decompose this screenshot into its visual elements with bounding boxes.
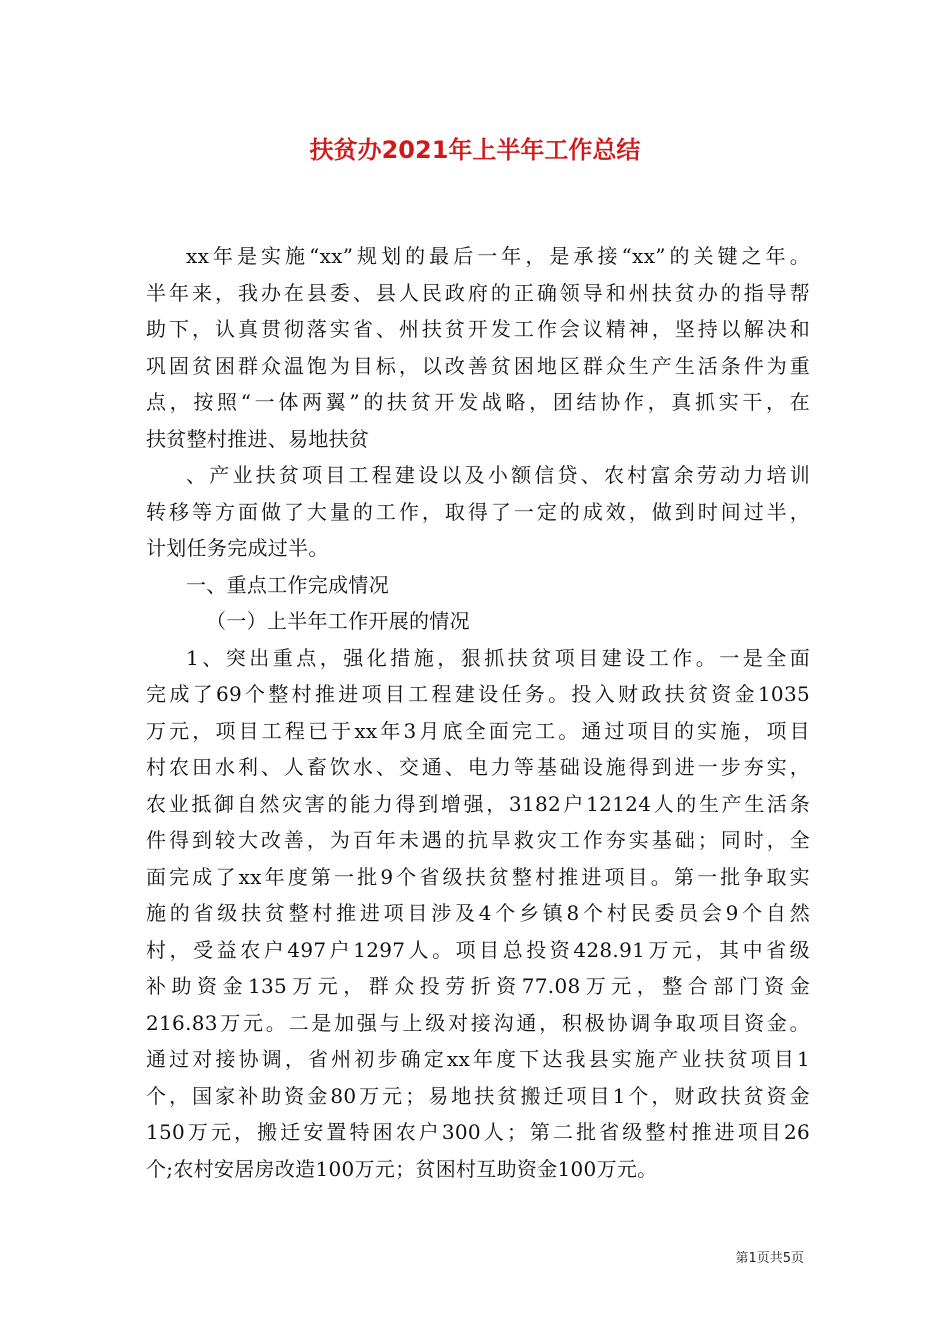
text-line: 完成了69个整村推进项目工程建设任务。投入财政扶贫资金1035 — [146, 682, 810, 706]
text-line: 216.83万元。二是加强与上级对接沟通，积极协调争取项目资金。 — [146, 1010, 810, 1035]
text-line: 个，国家补助资金80万元；易地扶贫搬迁项目1个，财政扶贫资金 — [146, 1083, 810, 1108]
text-line: 1、突出重点，强化措施，狠抓扶贫项目建设工作。一是全面 — [186, 645, 810, 670]
text-line: 、产业扶贫项目工程建设以及小额信贷、农村富余劳动力培训 — [186, 463, 810, 487]
page-number: 第1页共5页 — [735, 1251, 804, 1266]
subsection-heading: （一）上半年工作开展的情况 — [206, 609, 470, 633]
document-title: 扶贫办2021年上半年工作总结 — [309, 136, 641, 164]
text-line: 农业抵御自然灾害的能力得到增强，3182户12124人的生产生活条 — [146, 791, 810, 816]
text-line: 计划任务完成过半。 — [146, 536, 329, 560]
text-line: 万元，项目工程已于xx年3月底全面完工。通过项目的实施，项目 — [146, 718, 810, 743]
text-line: 扶贫整村推进、易地扶贫 — [146, 426, 370, 451]
text-line: 施的省级扶贫整村推进项目涉及4个乡镇8个村民委员会9个自然 — [146, 901, 810, 925]
text-line: 转移等方面做了大量的工作，取得了一定的成效，做到时间过半， — [146, 499, 810, 524]
text-line: 村农田水利、人畜饮水、交通、电力等基础设施得到进一步夯实， — [146, 755, 810, 779]
text-line: 半年来，我办在县委、县人民政府的正确领导和州扶贫办的指导帮 — [146, 280, 810, 305]
text-line: 点，按照“一体两翼”的扶贫开发战略，团结协作，真抓实干，在 — [146, 390, 810, 414]
text-line: 助下，认真贯彻落实省、州扶贫开发工作会议精神，坚持以解决和 — [146, 317, 810, 341]
document-body — [146, 238, 810, 1187]
text-line: 巩固贫困群众温饱为目标，以改善贫困地区群众生产生活条件为重 — [146, 353, 810, 378]
section-heading: 一、重点工作完成情况 — [186, 572, 389, 597]
text-line: 补助资金135万元，群众投劳折资77.08万元，整合部门资金 — [146, 974, 810, 998]
text-line: 件得到较大改善，为百年未遇的抗旱救灾工作夯实基础；同时，全 — [146, 828, 810, 852]
text-line: 面完成了xx年度第一批9个省级扶贫整村推进项目。第一批争取实 — [146, 864, 810, 889]
text-line: 个;农村安居房改造100万元；贫困村互助资金100万元。 — [146, 1156, 658, 1181]
text-line: 150万元，搬迁安置特困农户300人；第二批省级整村推进项目26 — [146, 1120, 810, 1144]
text-line: 村，受益农户497户1297人。项目总投资428.91万元，其中省级 — [146, 937, 810, 962]
text-line: xx年是实施“xx”规划的最后一年，是承接“xx”的关键之年。 — [186, 244, 810, 268]
text-line: 通过对接协调，省州初步确定xx年度下达我县实施产业扶贫项目1 — [146, 1047, 810, 1071]
